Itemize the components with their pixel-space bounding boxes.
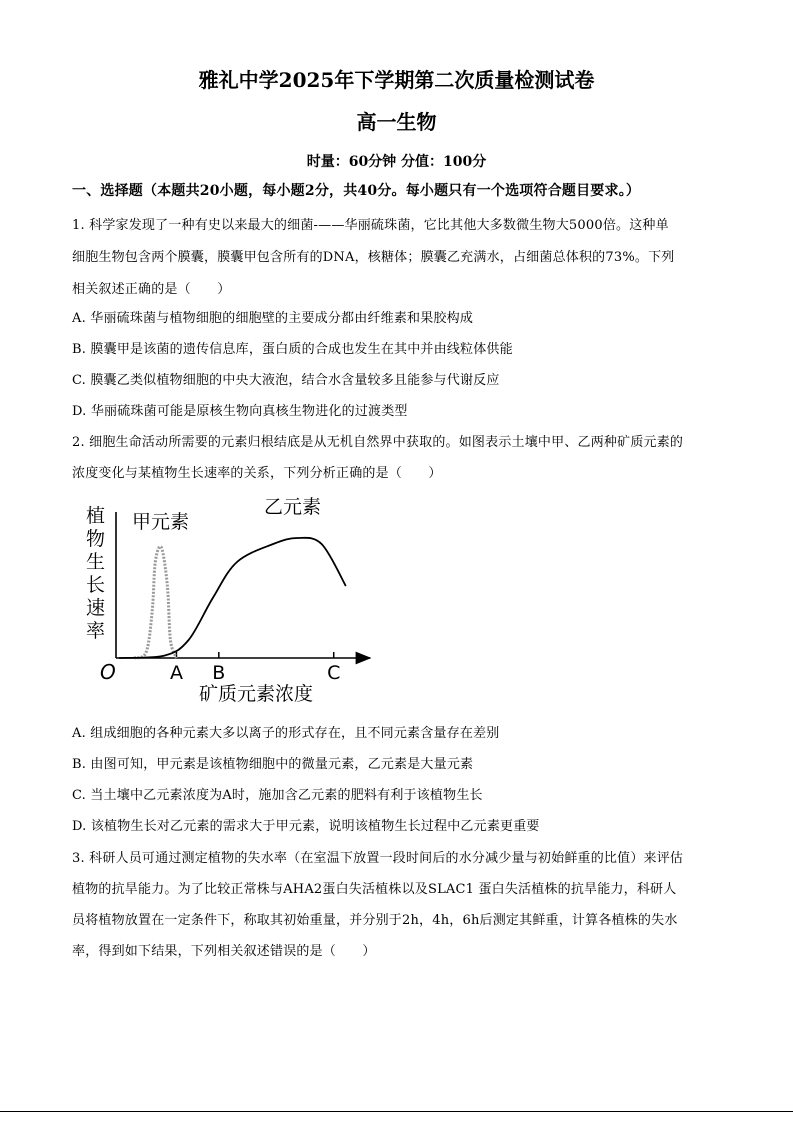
x-ticks bbox=[170, 652, 340, 684]
q2-option-b: B. 由图可知，甲元素是该植物细胞中的微量元素，乙元素是大量元素 bbox=[72, 757, 474, 772]
series-line-jia bbox=[134, 547, 176, 658]
y-axis-label-char: 率 bbox=[86, 620, 106, 642]
q2-option-d: D. 该植物生长对乙元素的需求大于甲元素，说明该植物生长过程中乙元素更重要 bbox=[72, 819, 540, 834]
time-score-line: 时量：60分钟 分值：100分 bbox=[306, 154, 487, 170]
x-tick-label: A bbox=[169, 662, 183, 684]
q1-option-a: A. 华丽硫珠菌与植物细胞的细胞壁的主要成分都由纤维素和果胶构成 bbox=[72, 311, 474, 326]
q3-stem-line: 员将植物放置在一定条件下，称取其初始重量，并分别于2h，4h，6h后测定其鲜重，计算各植株的失水 bbox=[72, 913, 678, 928]
q2-stem-line: 浓度变化与某植物生长速率的关系，下列分析正确的是（ ） bbox=[72, 466, 442, 481]
q1-option-d: D. 华丽硫珠菌可能是原核生物向真核生物进化的过渡类型 bbox=[72, 404, 408, 419]
y-axis-label-char: 速 bbox=[86, 597, 106, 619]
q2-option-a: A. 组成细胞的各种元素大多以离子的形式存在，且不同元素含量存在差别 bbox=[72, 726, 500, 741]
x-tick-label: B bbox=[212, 662, 226, 684]
q3-stem-line: 率，得到如下结果，下列相关叙述错误的是（ ） bbox=[72, 944, 376, 959]
q1-stem-line: 细胞生物包含两个膜囊，膜囊甲包含所有的DNA，核糖体；膜囊乙充满水，占细菌总体积的73%。下列 bbox=[72, 250, 675, 265]
series-line-yi bbox=[119, 538, 346, 658]
exam-title: 雅礼中学2025年下学期第二次质量检测试卷 bbox=[198, 68, 595, 92]
q2-stem-line: 2. 细胞生命活动所需要的元素归根结底是从无机自然界中获取的。如图表示土壤中甲、乙两种矿质元素的 bbox=[72, 435, 684, 450]
series-label-yi: 乙元素 bbox=[264, 496, 322, 518]
q1-option-b: B. 膜囊甲是该菌的遗传信息库，蛋白质的合成也发生在其中并由线粒体供能 bbox=[72, 342, 513, 357]
section-heading: 一、选择题（本题共20小题，每小题2分，共40分。每小题只有一个选项符合题目要求。） bbox=[72, 183, 641, 199]
y-axis-label-char: 生 bbox=[86, 551, 106, 573]
q3-stem-line: 3. 科研人员可通过测定植物的失水率（在室温下放置一段时间后的水分减少量与初始鲜重的比值）来评估 bbox=[72, 851, 684, 866]
q1-stem-line: 1. 科学家发现了一种有史以来最大的细菌-——华丽硫珠菌，它比其他大多数微生物大5000倍。这种单 bbox=[72, 218, 669, 233]
y-axis-label-char: 植 bbox=[86, 505, 106, 527]
y-axis-label-char: 物 bbox=[86, 528, 106, 550]
q1-option-c: C. 膜囊乙类似植物细胞的中央大液泡，结合水含量较多且能参与代谢反应 bbox=[72, 373, 500, 388]
q2-option-c: C. 当土壤中乙元素浓度为A时，施加含乙元素的肥料有利于该植物生长 bbox=[72, 788, 483, 803]
series-label-jia: 甲元素 bbox=[132, 511, 190, 533]
growth-rate-chart bbox=[80, 492, 400, 712]
y-axis-label bbox=[86, 505, 105, 642]
page-bottom-rule bbox=[0, 1111, 793, 1112]
origin-label: O bbox=[100, 660, 116, 684]
q1-stem-line: 相关叙述正确的是（ ） bbox=[72, 282, 231, 297]
x-tick-label: C bbox=[327, 662, 341, 684]
subject-title: 高一生物 bbox=[356, 110, 437, 134]
q3-stem-line: 植物的抗旱能力。为了比较正常株与AHA2蛋白失活植株以及SLAC1 蛋白失活植株的抗旱能力，科研人 bbox=[72, 882, 677, 897]
y-axis-label-char: 长 bbox=[86, 574, 106, 596]
x-axis-label: 矿质元素浓度 bbox=[198, 683, 314, 705]
